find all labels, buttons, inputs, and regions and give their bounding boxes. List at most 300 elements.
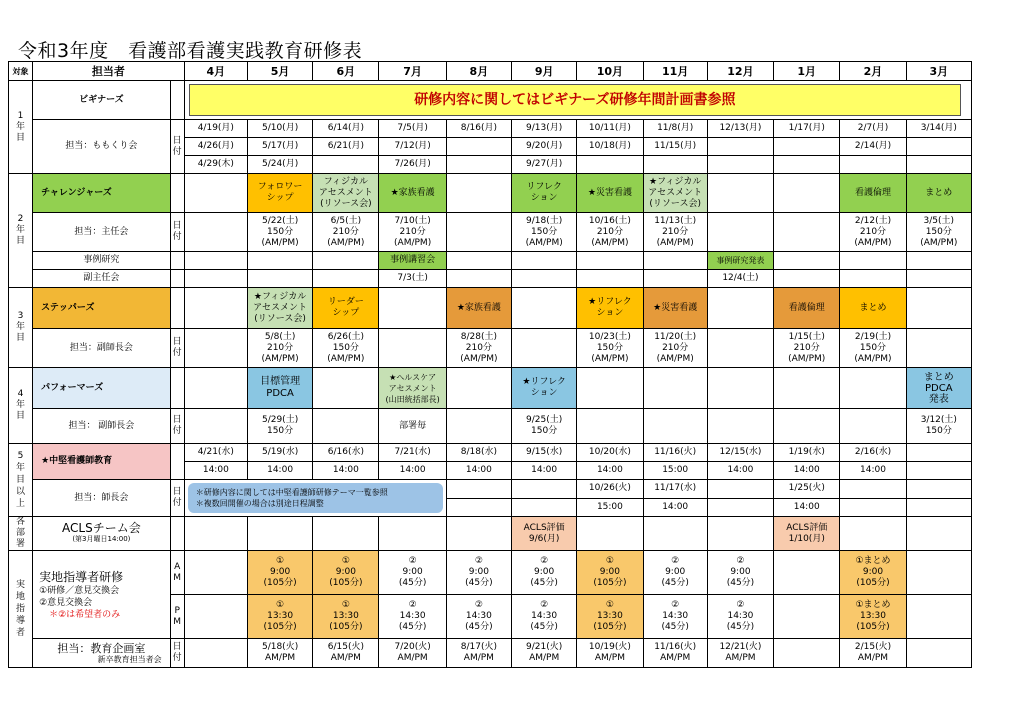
date-cell: 6/26(土) 150分 (AM/PM) (313, 329, 379, 368)
topic-cell: 目標管理 PDCA (247, 368, 312, 409)
page-title: 令和3年度 看護部看護実践教育研修表 (18, 40, 363, 62)
vice-cell (313, 270, 379, 288)
topic-cell: ★フィジカル アセスメント (リソース会) (643, 174, 707, 213)
time-cell (707, 498, 773, 517)
pm-cell: ② 14:30 (45分) (643, 595, 707, 639)
date-cell: 5/8(土) 210分 (AM/PM) (247, 329, 312, 368)
date-cell: 10/11(月) (577, 120, 643, 138)
date-cell: 12/21(火) AM/PM (707, 639, 773, 668)
year5-assign: 担当：師長会 (33, 480, 171, 517)
topic-cell: ★フィジカル アセスメント (リソース会) (247, 288, 312, 329)
date-cell (840, 409, 906, 444)
am-cell: ① 9:00 (105分) (313, 551, 379, 595)
year3-label: 3 年 目 (9, 288, 33, 368)
date-label: 日 付 (170, 213, 184, 252)
date-cell (906, 639, 971, 668)
topic-cell: 看護倫理 (840, 174, 906, 213)
year1-label: 1 年 目 (9, 81, 33, 174)
vice-cell (643, 270, 707, 288)
am-cell: ② 9:00 (45分) (643, 551, 707, 595)
date-cell: 9/13(月) (512, 120, 577, 138)
date-label: 日 付 (170, 639, 184, 668)
date-cell (707, 480, 773, 499)
time-cell (906, 498, 971, 517)
topic-cell (379, 288, 446, 329)
date-cell: 1/17(月) (774, 120, 840, 138)
date-cell (577, 156, 643, 174)
date-cell: 3/14(月) (906, 120, 971, 138)
date-cell: 5/29(土) 150分 (247, 409, 312, 444)
spacer-cell (170, 517, 184, 551)
pm-cell: ② 14:30 (45分) (707, 595, 773, 639)
acls-cell (247, 517, 312, 551)
jissen-item2: ②意見交換会 (39, 597, 93, 608)
am-cell: ② 9:00 (45分) (512, 551, 577, 595)
date-cell (313, 156, 379, 174)
date-cell: 5/19(水) (247, 444, 312, 462)
date-cell (707, 138, 773, 156)
acls-cell (906, 517, 971, 551)
acls-title-cell (33, 517, 171, 551)
year2-vice-row (9, 270, 972, 288)
case-cell: 事例講習会 (379, 252, 446, 270)
case-cell (774, 252, 840, 270)
topic-cell: ★ヘルスケア アセスメント (山田統括部長) (379, 368, 446, 409)
date-cell (774, 213, 840, 252)
date-cell: 4/19(月) (184, 120, 247, 138)
topic-cell: ★災害看護 (577, 174, 643, 213)
date-label: 日 付 (170, 409, 184, 444)
vice-cell (577, 270, 643, 288)
date-cell (774, 138, 840, 156)
year5-label: 5 年 目 以 上 (9, 444, 33, 517)
time-cell: 14:00 (379, 462, 446, 480)
am-cell: ② 9:00 (45分) (707, 551, 773, 595)
jissen-assign: 担当：教育企画室 (57, 641, 146, 655)
date-cell (707, 156, 773, 174)
date-cell (184, 329, 247, 368)
case-study-label: 事例研究 (33, 252, 171, 270)
date-cell: 5/17(月) (247, 138, 312, 156)
vice-cell: 12/4(土) (707, 270, 773, 288)
topic-cell: 看護倫理 (774, 288, 840, 329)
pm-cell: ① 13:30 (105分) (313, 595, 379, 639)
pm-cell (184, 595, 247, 639)
date-cell: 10/23(土) 150分 (AM/PM) (577, 329, 643, 368)
topic-cell: リフレク ション (512, 174, 577, 213)
date-cell: 11/16(火) (643, 444, 707, 462)
topic-cell (707, 368, 773, 409)
year5-dates-row (9, 444, 972, 462)
date-cell: 12/13(月) (707, 120, 773, 138)
date-cell: 2/7(月) (840, 120, 906, 138)
time-cell (906, 462, 971, 480)
jissen-date-row (9, 639, 972, 668)
topic-cell: まとめ (906, 174, 971, 213)
topic-cell: フィジカル アセスメント (リソース会) (313, 174, 379, 213)
case-cell (446, 252, 511, 270)
date-cell: 6/16(水) (313, 444, 379, 462)
pm-cell: ② 14:30 (45分) (379, 595, 446, 639)
date-cell (446, 138, 511, 156)
time-cell: 14:00 (577, 462, 643, 480)
topic-cell (184, 368, 247, 409)
acls-cell (379, 517, 446, 551)
date-cell: 6/5(土) 210分 (AM/PM) (313, 213, 379, 252)
time-cell: 14:00 (707, 462, 773, 480)
time-cell (512, 498, 577, 517)
date-cell (774, 639, 840, 668)
acls-sub: (第3月曜日14:00) (72, 534, 131, 543)
date-cell (906, 329, 971, 368)
acls-cell (840, 517, 906, 551)
date-cell (577, 409, 643, 444)
date-cell (184, 213, 247, 252)
jissen-item1: ①研修／意見交換会 (39, 585, 120, 596)
am-cell (184, 551, 247, 595)
date-cell: 11/13(土) 210分 (AM/PM) (643, 213, 707, 252)
spacer-cell (170, 81, 184, 120)
date-cell: 5/18(火) AM/PM (247, 639, 312, 668)
year1-group-row (9, 81, 972, 120)
date-cell: 3/5(土) 150分 (AM/PM) (906, 213, 971, 252)
vice-chief-label: 副主任会 (33, 270, 171, 288)
acls-dept-label: 各 部 署 (9, 517, 33, 551)
acls-row (9, 517, 972, 551)
case-cell (184, 252, 247, 270)
acls-cell (643, 517, 707, 551)
case-cell (247, 252, 312, 270)
date-cell (906, 156, 971, 174)
topic-cell (707, 288, 773, 329)
date-cell: 3/12(土) 150分 (906, 409, 971, 444)
am-cell: ① 9:00 (105分) (577, 551, 643, 595)
vice-cell (512, 270, 577, 288)
date-cell: 11/8(月) (643, 120, 707, 138)
time-cell: 14:00 (313, 462, 379, 480)
topic-cell (184, 288, 247, 329)
time-cell: 14:00 (512, 462, 577, 480)
date-cell (643, 409, 707, 444)
spacer-cell (170, 444, 184, 480)
year1-banner: 研修内容に関してはビギナーズ研修年間計画書参照 (189, 84, 961, 116)
date-label: 日 付 (170, 120, 184, 174)
time-cell: 14:00 (446, 462, 511, 480)
header-person: 担当者 (33, 62, 185, 81)
year2-dates-row (9, 213, 972, 252)
pm-label: P M (170, 595, 184, 639)
header-month: 12月 (707, 62, 773, 81)
year4-label: 4 年 目 (9, 368, 33, 444)
date-cell: 6/15(火) AM/PM (313, 639, 379, 668)
date-cell: 1/15(土) 210分 (AM/PM) (774, 329, 840, 368)
time-cell: 14:00 (184, 462, 247, 480)
year5-dates-row2 (9, 480, 972, 499)
header-month: 6月 (313, 62, 379, 81)
year2-assign: 担当：主任会 (33, 213, 171, 252)
pm-cell (906, 595, 971, 639)
year5-note: ＊研修内容に関しては中堅看護師研修テーマ一覧参照 ＊複数回開催の場合は別途日程調整 (188, 483, 443, 513)
date-cell: 10/19(火) AM/PM (577, 639, 643, 668)
am-cell (906, 551, 971, 595)
date-cell: 7/21(水) (379, 444, 446, 462)
date-cell (707, 329, 773, 368)
year3-topic-row (9, 288, 972, 329)
header-month: 5月 (247, 62, 312, 81)
year1-assign: 担当：ももくり会 (33, 120, 171, 174)
am-cell (774, 551, 840, 595)
vice-cell (906, 270, 971, 288)
topic-cell (446, 174, 511, 213)
header-month: 7月 (379, 62, 446, 81)
jissen-label: 実 地 指 導 者 (9, 551, 33, 668)
date-cell: 7/12(月) (379, 138, 446, 156)
date-cell: 6/21(月) (313, 138, 379, 156)
date-cell: 5/24(月) (247, 156, 312, 174)
date-cell (446, 409, 511, 444)
year2-group-name: チャレンジャーズ (33, 174, 171, 213)
vice-cell (446, 270, 511, 288)
year4-dates-row (9, 409, 972, 444)
date-cell: 9/20(月) (512, 138, 577, 156)
time-cell: 15:00 (643, 462, 707, 480)
topic-cell (512, 288, 577, 329)
jissen-assign-cell (33, 639, 171, 668)
date-cell: 9/15(水) (512, 444, 577, 462)
date-cell (840, 156, 906, 174)
date-cell (707, 213, 773, 252)
date-cell (707, 409, 773, 444)
header-month: 1月 (774, 62, 840, 81)
time-cell: 15:00 (577, 498, 643, 517)
date-cell: 1/19(水) (774, 444, 840, 462)
date-cell (840, 480, 906, 499)
spacer-cell (170, 252, 184, 270)
time-cell (446, 498, 511, 517)
year1-banner-cell (184, 81, 971, 120)
topic-cell: ★リフレク ション (512, 368, 577, 409)
header-month: 11月 (643, 62, 707, 81)
date-label: 日 付 (170, 480, 184, 517)
header-month: 9月 (512, 62, 577, 81)
am-cell: ①まとめ 9:00 (105分) (840, 551, 906, 595)
case-cell: 事例研究発表 (707, 252, 773, 270)
topic-cell: まとめ PDCA 発表 (906, 368, 971, 409)
topic-cell: フォロワー シップ (247, 174, 312, 213)
vice-cell: 7/3(土) (379, 270, 446, 288)
schedule-table (8, 61, 972, 668)
time-cell: 14:00 (774, 462, 840, 480)
date-cell: 4/21(水) (184, 444, 247, 462)
date-cell (643, 156, 707, 174)
pm-cell: ② 14:30 (45分) (512, 595, 577, 639)
topic-cell (446, 368, 511, 409)
topic-cell (774, 174, 840, 213)
date-cell (313, 409, 379, 444)
date-cell (512, 329, 577, 368)
jissen-title: 実地指導者研修 (39, 569, 124, 584)
date-cell (446, 156, 511, 174)
year1-dates-row (9, 120, 972, 138)
spacer-cell (170, 270, 184, 288)
date-cell (906, 444, 971, 462)
date-cell (774, 409, 840, 444)
am-cell: ② 9:00 (45分) (379, 551, 446, 595)
year1-group-name: ビギナーズ (33, 81, 171, 120)
pm-cell: ①まとめ 13:30 (105分) (840, 595, 906, 639)
date-cell: 12/15(水) (707, 444, 773, 462)
date-cell: 2/16(水) (840, 444, 906, 462)
topic-cell (840, 368, 906, 409)
pm-cell (774, 595, 840, 639)
date-cell: 11/16(火) AM/PM (643, 639, 707, 668)
header-row (9, 62, 972, 81)
date-cell: 9/18(土) 150分 (AM/PM) (512, 213, 577, 252)
date-cell: 5/22(土) 150分 (AM/PM) (247, 213, 312, 252)
topic-cell: ★家族看護 (446, 288, 511, 329)
case-cell (577, 252, 643, 270)
date-cell: 5/10(月) (247, 120, 312, 138)
date-cell: 2/15(火) AM/PM (840, 639, 906, 668)
case-cell (512, 252, 577, 270)
date-cell: 8/28(土) 210分 (AM/PM) (446, 329, 511, 368)
jissen-am-row (9, 551, 972, 595)
header-month: 3月 (906, 62, 971, 81)
time-cell (840, 498, 906, 517)
topic-cell (577, 368, 643, 409)
date-cell: 10/20(水) (577, 444, 643, 462)
vice-cell (840, 270, 906, 288)
date-cell: 9/25(土) 150分 (512, 409, 577, 444)
date-cell: 8/17(火) AM/PM (446, 639, 511, 668)
topic-cell (707, 174, 773, 213)
date-cell (774, 156, 840, 174)
time-cell: 14:00 (247, 462, 312, 480)
jissen-title-cell (33, 551, 171, 639)
case-cell (906, 252, 971, 270)
header-month: 2月 (840, 62, 906, 81)
acls-cell (707, 517, 773, 551)
year4-topic-row (9, 368, 972, 409)
topic-cell: ★家族看護 (379, 174, 446, 213)
acls-cell: ACLS評価 1/10(月) (774, 517, 840, 551)
acls-cell (446, 517, 511, 551)
jissen-note: ＊②は希望者のみ (49, 609, 121, 620)
spacer-cell (170, 174, 184, 213)
date-cell (512, 480, 577, 499)
date-cell (184, 409, 247, 444)
header-month: 4月 (184, 62, 247, 81)
date-cell: 7/5(月) (379, 120, 446, 138)
acls-cell (313, 517, 379, 551)
vice-cell (184, 270, 247, 288)
year2-label: 2 年 目 (9, 174, 33, 288)
am-label: A M (170, 551, 184, 595)
date-cell: 2/19(土) 150分 (AM/PM) (840, 329, 906, 368)
topic-cell: まとめ (840, 288, 906, 329)
topic-cell: ★リフレク ション (577, 288, 643, 329)
topic-cell (184, 174, 247, 213)
am-cell: ② 9:00 (45分) (446, 551, 511, 595)
date-cell: 4/26(月) (184, 138, 247, 156)
acls-cell (184, 517, 247, 551)
date-cell: 8/16(月) (446, 120, 511, 138)
case-cell (313, 252, 379, 270)
date-cell: 2/12(土) 210分 (AM/PM) (840, 213, 906, 252)
acls-title: ACLSチーム会 (62, 520, 141, 535)
date-cell: 7/26(月) (379, 156, 446, 174)
date-cell: 10/26(火) (577, 480, 643, 499)
date-cell: 6/14(月) (313, 120, 379, 138)
date-cell: 9/27(月) (512, 156, 577, 174)
header-month: 10月 (577, 62, 643, 81)
date-cell: 9/21(火) AM/PM (512, 639, 577, 668)
date-cell: 4/29(木) (184, 156, 247, 174)
date-cell (379, 329, 446, 368)
date-cell: 11/20(土) 210分 (AM/PM) (643, 329, 707, 368)
year2-case-row (9, 252, 972, 270)
acls-cell: ACLS評価 9/6(月) (512, 517, 577, 551)
year5-group-name: ★中堅看護師教育 (33, 444, 171, 480)
year3-group-name: ステッパーズ (33, 288, 171, 329)
date-cell: 7/10(土) 210分 (AM/PM) (379, 213, 446, 252)
date-cell (446, 213, 511, 252)
date-cell: 1/25(火) (774, 480, 840, 499)
header-target: 対象 (9, 62, 33, 81)
pm-cell: ① 13:30 (105分) (247, 595, 312, 639)
date-cell: 11/17(水) (643, 480, 707, 499)
year3-assign: 担当：副師長会 (33, 329, 171, 368)
year4-group-name: パフォーマーズ (33, 368, 171, 409)
date-cell (184, 639, 247, 668)
topic-cell (774, 368, 840, 409)
topic-cell: リーダー シップ (313, 288, 379, 329)
date-cell (446, 480, 511, 499)
spacer-cell (170, 368, 184, 409)
topic-cell (643, 368, 707, 409)
date-cell (906, 480, 971, 499)
acls-cell (577, 517, 643, 551)
year5-note-cell (184, 480, 446, 517)
am-cell: ① 9:00 (105分) (247, 551, 312, 595)
topic-cell (906, 288, 971, 329)
time-cell: 14:00 (840, 462, 906, 480)
date-cell: 10/16(土) 210分 (AM/PM) (577, 213, 643, 252)
time-cell: 14:00 (643, 498, 707, 517)
topic-cell: ★災害看護 (643, 288, 707, 329)
vice-cell (247, 270, 312, 288)
date-cell: 8/18(水) (446, 444, 511, 462)
date-cell: 11/15(月) (643, 138, 707, 156)
pm-cell: ② 14:30 (45分) (446, 595, 511, 639)
date-cell (906, 138, 971, 156)
spacer-cell (170, 288, 184, 329)
date-cell: 部署毎 (379, 409, 446, 444)
year2-topic-row (9, 174, 972, 213)
year3-dates-row (9, 329, 972, 368)
topic-cell (313, 368, 379, 409)
date-cell: 7/20(火) AM/PM (379, 639, 446, 668)
case-cell (643, 252, 707, 270)
header-month: 8月 (446, 62, 511, 81)
year4-assign: 担当： 副師長会 (33, 409, 171, 444)
jissen-assign2: 新卒教育担当者会 (97, 654, 162, 664)
date-cell: 10/18(月) (577, 138, 643, 156)
time-cell: 14:00 (774, 498, 840, 517)
date-label: 日 付 (170, 329, 184, 368)
vice-cell (774, 270, 840, 288)
date-cell: 2/14(月) (840, 138, 906, 156)
